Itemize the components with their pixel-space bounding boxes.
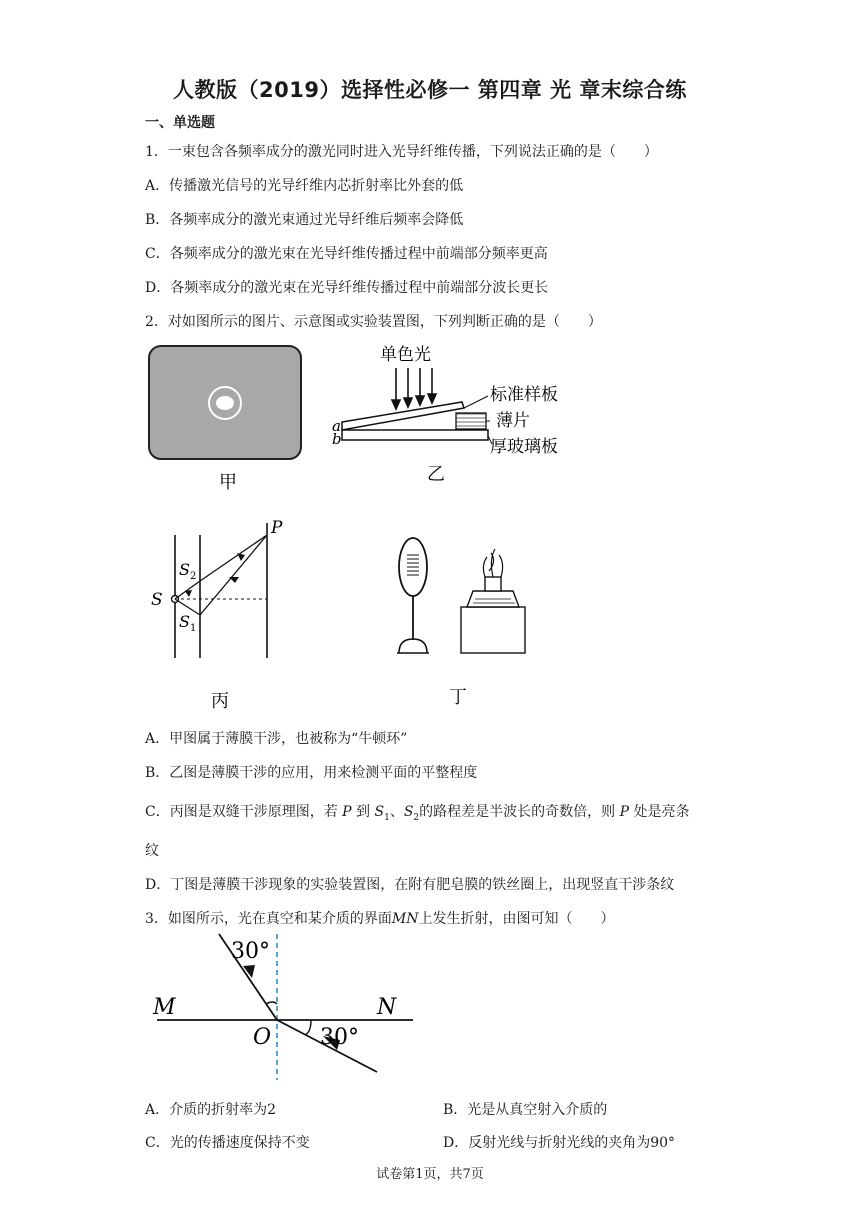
lamp-neck <box>485 577 501 591</box>
label-s2: $S_2$ <box>179 560 197 582</box>
label-thin-sheet: 薄片 <box>496 411 530 431</box>
figure-bing <box>145 515 305 715</box>
label-s1: $S_1$ <box>179 612 197 634</box>
thick-glass-plate <box>342 430 488 440</box>
q3-option-a: A．介质的折射率为2 <box>145 1102 277 1118</box>
arrow-lower <box>229 577 239 583</box>
q3-stem: 3．如图所示，光在真空和某介质的界面MN上发生折射，由图可知（ ） <box>145 911 615 927</box>
label-p: P <box>271 518 283 538</box>
q2-stem: 2．对如图所示的图片、示意图或实验装置图，下列判断正确的是（ ） <box>145 314 602 330</box>
figure-yi-label: 乙 <box>427 464 445 485</box>
q1-option-d: D．各频率成分的激光束在光导纤维传播过程中前端部分波长更长 <box>145 280 549 296</box>
label-n: N <box>377 995 397 1020</box>
figure-bing-label: 丙 <box>211 691 229 712</box>
figure-jia <box>145 342 305 492</box>
q1-stem: 1．一束包含各频率成分的激光同时进入光导纤维传播，下列说法正确的是（ ） <box>145 144 658 160</box>
angle-arc-1 <box>266 1002 277 1004</box>
label-thick-glass: 厚玻璃板 <box>490 437 558 457</box>
q1-option-a: A．传播激光信号的光导纤维内芯折射率比外套的低 <box>145 178 464 194</box>
label-a: a <box>332 417 341 435</box>
q1-option-c: C．各频率成分的激光束在光导纤维传播过程中前端部分频率更高 <box>145 246 548 262</box>
label-s: S <box>151 590 163 610</box>
arrow-upper <box>237 553 245 561</box>
thin-sheet <box>456 413 486 429</box>
figure-refraction <box>145 932 425 1082</box>
standard-plate <box>342 402 464 430</box>
angle-arc-2 <box>305 1020 311 1035</box>
q3-option-b: B．光是从真空射入介质的 <box>443 1102 608 1118</box>
figure-jia-label: 甲 <box>219 472 237 492</box>
label-b: b <box>332 430 342 448</box>
label-monochromatic-light: 单色光 <box>380 345 431 365</box>
label-standard-plate: 标准样板 <box>490 385 558 405</box>
q3-option-d: D．反射光线与折射光线的夹角为90° <box>443 1135 676 1151</box>
label-m: M <box>153 995 176 1020</box>
section-heading: 一、单选题 <box>145 115 215 131</box>
stand-base <box>399 639 427 653</box>
angle-label-1: 30° <box>231 939 270 964</box>
q3-option-c: C．光的传播速度保持不变 <box>145 1135 310 1151</box>
q2-option-b: B．乙图是薄膜干涉的应用，用来检测平面的平整程度 <box>145 765 478 781</box>
q2-option-d: D．丁图是薄膜干涉现象的实验装置图，在附有肥皂膜的铁丝圈上，出现竖直干涉条纹 <box>145 877 675 893</box>
figure-ding <box>385 525 545 715</box>
q1-option-b: B．各频率成分的激光束通过光导纤维后频率会降低 <box>145 212 464 228</box>
q2-option-a: A．甲图属于薄膜干涉，也被称为“牛顿环” <box>145 731 408 747</box>
page-title: 人教版（2019）选择性必修一 第四章 光 章末综合练 <box>173 78 687 102</box>
figure-yi <box>328 340 588 490</box>
flame <box>483 549 502 577</box>
light-arrows <box>392 368 436 409</box>
lamp-box <box>461 607 525 653</box>
q2-option-c-cont: 纹 <box>145 843 159 859</box>
arrow-s2 <box>185 590 192 597</box>
alcohol-lamp <box>461 549 525 653</box>
q2-option-c: C．丙图是双缝干涉原理图，若 P 到 $S_1$、$S_2$的路程差是半波长的奇数倍，则 P 处是亮条 <box>145 804 690 823</box>
figure-ding-label: 丁 <box>449 687 467 708</box>
label-o: O <box>253 1025 272 1050</box>
angle-label-2: 30° <box>320 1025 359 1050</box>
ring-center <box>216 396 234 410</box>
page-footer: 试卷第1页，共7页 <box>376 1167 484 1182</box>
